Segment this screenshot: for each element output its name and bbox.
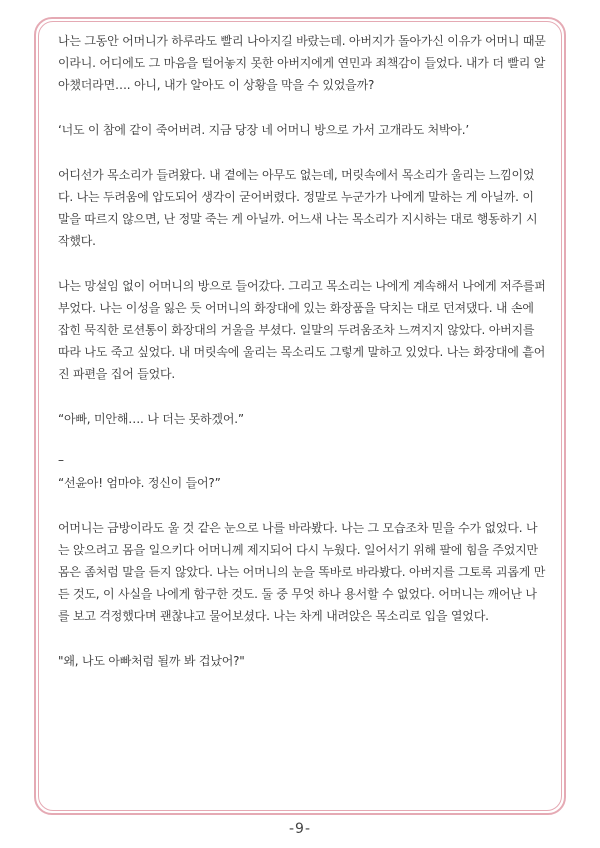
story-text bbox=[58, 30, 548, 672]
paragraph-6: “선윤아! 엄마야. 정신이 들어?” bbox=[58, 476, 221, 490]
paragraph-2: ‘너도 이 참에 같이 죽어버려. 지금 당장 네 어머니 방으로 가서 고개라도 처박아.’ bbox=[58, 123, 469, 137]
paragraph-7: 어머니는 금방이라도 울 것 같은 눈으로 나를 바라봤다. 나는 그 모습조차 믿을 수가 없었다. 나는 앉으려고 몸을 일으키다 어머니께 제지되어 다시 누웠다. 일어서기 위해 팔에 힘을 주었지만 몸은 좀처럼 말을 듣지 않았다. 나는 어머니의 눈을 똑바로 바라봤다. 아버지를 그토록 괴롭게 만든 것도, 이 사실을 나에게 함구한 것도. 둘 중 무엇 하나 용서할 수 없었다. 어머니는 깨어난 나를 보고 걱정했다며 괜찮냐고 물어보셨다. 나는 차게 내려앉은 목소리로 입을 열었다. bbox=[58, 521, 546, 623]
paragraph-5: “아빠, 미안해…. 나 더는 못하겠어.” bbox=[58, 412, 244, 426]
paragraph-1: 나는 그동안 어머니가 하루라도 빨리 나아지길 바랐는데. 아버지가 돌아가신 이유가 어머니 때문이라니. 어디에도 그 마음을 털어놓지 못한 아버지에게 연민과 죄책감이 들었다. 내가 더 빨리 알아챘더라면…. 아니, 내가 알아도 이 상황을 막을 수 있었을까? bbox=[58, 34, 546, 92]
paragraph-4: 나는 망설임 없이 어머니의 방으로 들어갔다. 그리고 목소리는 나에게 계속해서 나에게 저주를퍼부었다. 나는 이성을 잃은 듯 어머니의 화장대에 있는 화장품을 닥치는 대로 던져댔다. 내 손에 잡힌 묵직한 로션통이 화장대의 거울을 부셨다. 일말의 두려움조차 느껴지지 않았다. 아버지를 따라 나도 죽고 싶었다. 내 머릿속에 울리는 목소리도 그렇게 말하고 있었다. 나는 화장대에 흩어진 파편을 집어 들었다. bbox=[58, 279, 546, 381]
page-number: -9- bbox=[288, 821, 311, 837]
scene-break: – bbox=[58, 453, 64, 467]
paragraph-8: "왜, 나도 아빠처럼 될까 봐 겁났어?" bbox=[58, 654, 245, 668]
paragraph-3: 어디선가 목소리가 들려왔다. 내 곁에는 아무도 없는데, 머릿속에서 목소리가 울리는 느낌이었다. 나는 두려움에 압도되어 생각이 굳어버렸다. 정말로 누군가가 나에게 말하는 게 아닐까. 이 말을 따르지 않으면, 난 정말 죽는 게 아닐까. 어느새 나는 목소리가 지시하는 대로 행동하기 시작했다. bbox=[58, 168, 538, 248]
